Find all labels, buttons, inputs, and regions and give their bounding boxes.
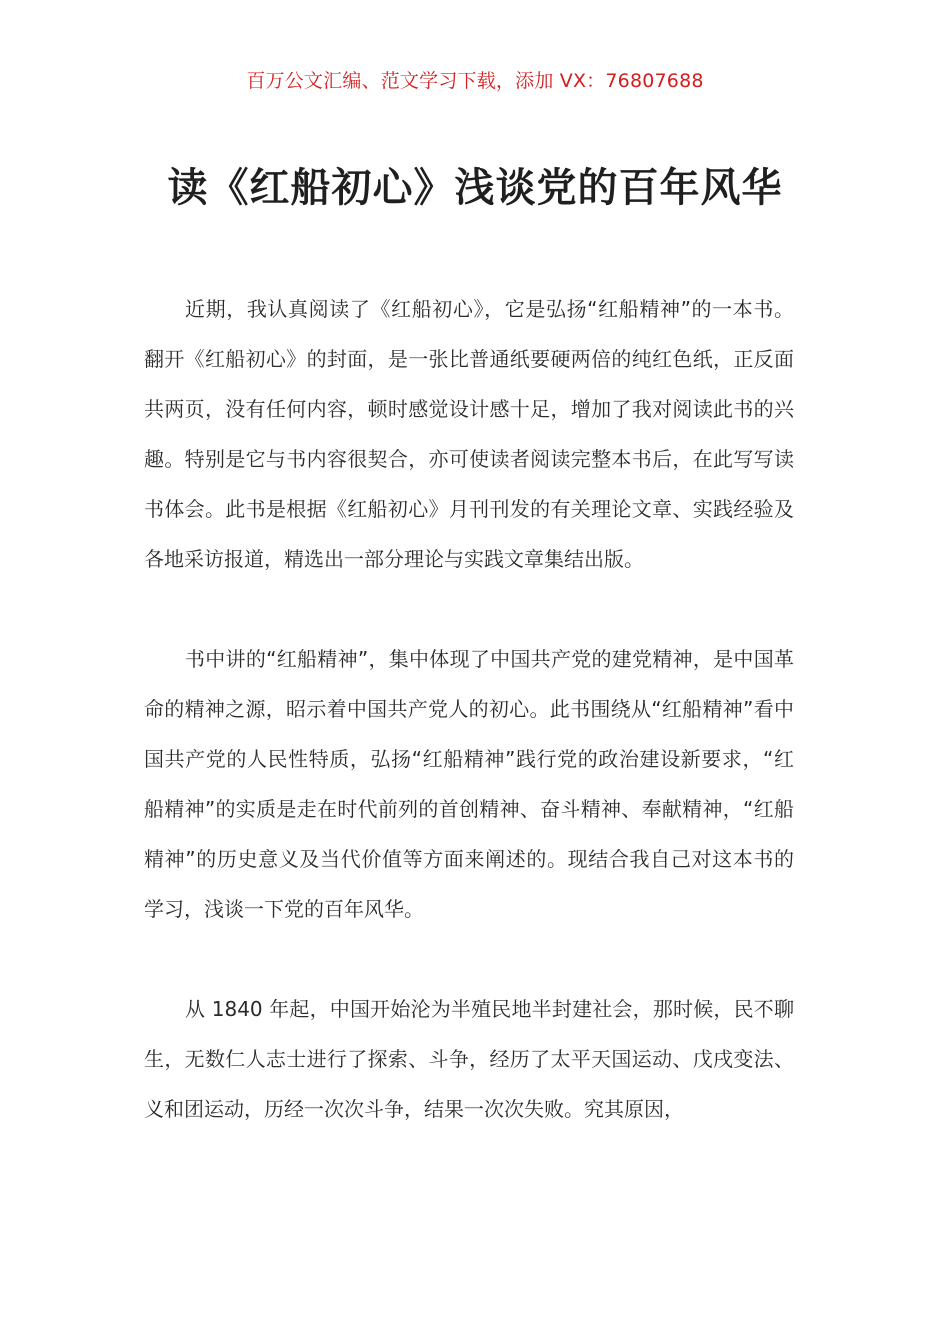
paragraph-2: 书中讲的“红船精神”，集中体现了中国共产党的建党精神，是中国革命的精神之源，昭示着中国共产党人的初心。此书围绕从“红船精神”看中国共产党的人民性特质，弘扬“红船精神”践行党的政治建设新要求，“红船精神”的实质是走在时代前列的首创精神、奋斗精神、奉献精神，“红船精神”的历史意义及当代价值等方面来阐述的。现结合我自己对这本书的学习，浅谈一下党的百年风华。 (144, 647, 794, 921)
document-title: 读《红船初心》浅谈党的百年风华 (167, 164, 783, 211)
document-body (144, 284, 794, 1134)
paragraph-1: 近期，我认真阅读了《红船初心》，它是弘扬“红船精神”的一本书。翻开《红船初心》的封面，是一张比普通纸要硬两倍的纯红色纸，正反面共两页，没有任何内容，顿时感觉设计感十足，增加了我对阅读此书的兴趣。特别是它与书内容很契合，亦可使读者阅读完整本书后，在此写写读书体会。此书是根据《红船初心》月刊刊发的有关理论文章、实践经验及各地采访报道，精选出一部分理论与实践文章集结出版。 (144, 297, 794, 571)
header-watermark-note: 百万公文汇编、范文学习下载，添加 VX：76807688 (246, 70, 704, 92)
paragraph-3: 从 1840 年起，中国开始沦为半殖民地半封建社会，那时候，民不聊生，无数仁人志士进行了探索、斗争，经历了太平天国运动、戊戌变法、义和团运动，历经一次次斗争，结果一次次失败。究其原因， (144, 997, 794, 1121)
